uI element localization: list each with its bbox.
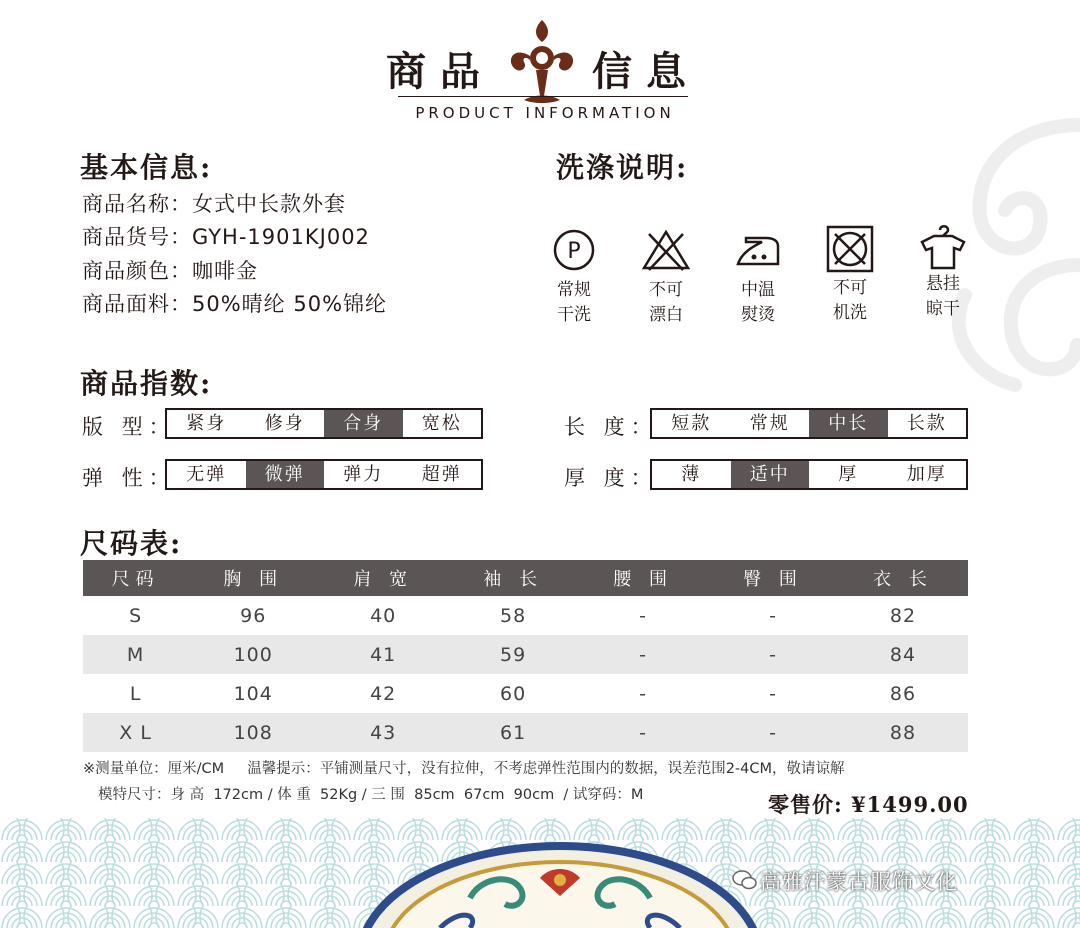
- header-title-right: 信息: [592, 48, 700, 95]
- option-label: 中温: [741, 280, 775, 300]
- index-label-elastic: 弹 性：: [82, 466, 176, 490]
- no-bleach-icon: [641, 228, 691, 272]
- table-cell: 86: [889, 682, 917, 705]
- iron-medium-icon: [732, 228, 784, 272]
- index-label-length: 长 度：: [564, 415, 658, 439]
- hang-dry-icon: [918, 222, 968, 272]
- table-cell: 96: [240, 604, 267, 627]
- option-label: 薄: [681, 464, 702, 485]
- fit-selected: 合身: [324, 410, 403, 437]
- care-item-no-machine-wash: [820, 228, 880, 326]
- table-row: [83, 635, 968, 674]
- table-cell: -: [708, 635, 838, 674]
- elastic-scale: [165, 459, 483, 490]
- table-cell: 59: [448, 635, 578, 674]
- option-label: 无弹: [186, 464, 227, 485]
- info-row-name: 商品名称：女式中长款外套: [82, 192, 346, 216]
- option-label: 弹力: [343, 464, 384, 485]
- brand-watermark: 高雅汗蒙古服饰文化: [760, 870, 958, 894]
- table-cell: -: [769, 604, 777, 627]
- fleur-ornament-icon: [504, 16, 580, 108]
- option-label: 加厚: [906, 464, 947, 485]
- table-cell: S: [129, 604, 143, 627]
- option-label: 不可: [649, 280, 683, 300]
- index-label-fit: 版 型：: [82, 415, 176, 439]
- index-title: 商品指数:: [80, 367, 213, 400]
- option-label: 干洗: [557, 305, 591, 325]
- table-cell: 41: [318, 635, 448, 674]
- table-cell: 43: [318, 713, 448, 752]
- table-cell: 61: [448, 713, 578, 752]
- table-cell: X L: [83, 713, 188, 752]
- measurement-note: ※测量单位：厘米/CM 温馨提示：平铺测量尺寸，没有拉伸，不考虑弹性范围内的数据，误差范围2-4CM，敬请谅解: [83, 761, 845, 777]
- option-label: 熨烫: [741, 305, 775, 325]
- table-header-cell: 胸 围: [188, 560, 318, 596]
- no-machine-wash-icon: [825, 224, 875, 274]
- table-cell: 100: [188, 635, 318, 674]
- wechat-icon: [732, 868, 758, 892]
- header-title-left: 商品: [386, 48, 494, 95]
- table-header-row: [83, 560, 968, 596]
- table-header-cell: 衣 长: [838, 560, 968, 596]
- basic-info-title: 基本信息:: [80, 151, 213, 184]
- table-cell: -: [578, 713, 708, 752]
- retail-price: 零售价: ¥1499.00: [768, 792, 969, 817]
- thickness-scale: [650, 459, 968, 490]
- header-subtitle: PRODUCT INFORMATION: [415, 104, 675, 122]
- info-row-color: 商品颜色：咖啡金: [82, 259, 258, 283]
- svg-text:P: P: [567, 239, 581, 264]
- elastic-selected: 微弹: [246, 461, 325, 488]
- table-cell: L: [129, 682, 142, 705]
- size-table: [83, 560, 968, 752]
- size-table-title: 尺码表:: [80, 527, 183, 560]
- option-label: 常规: [749, 413, 790, 434]
- option-label: 悬挂: [926, 274, 960, 294]
- table-cell: 40: [370, 604, 397, 627]
- table-cell: 58: [500, 604, 527, 627]
- table-cell: 60: [500, 682, 527, 705]
- table-cell: 82: [889, 604, 917, 627]
- option-label: 机洗: [833, 303, 867, 323]
- option-label: 常规: [557, 280, 591, 300]
- table-header-cell: 腰 围: [578, 560, 708, 596]
- option-label: 长款: [906, 413, 947, 434]
- table-header-cell: 袖 长: [448, 560, 578, 596]
- option-label: 厚: [838, 464, 859, 485]
- table-cell: 42: [370, 682, 397, 705]
- table-header-cell: 尺码: [83, 560, 188, 596]
- thickness-selected: 适中: [731, 461, 810, 488]
- care-item-iron: [728, 228, 788, 328]
- table-cell: -: [639, 682, 648, 705]
- table-row: [83, 674, 968, 713]
- table-row: [83, 713, 968, 752]
- length-scale: [650, 408, 968, 439]
- option-label: 超弹: [421, 464, 462, 485]
- option-label: 不可: [833, 278, 867, 298]
- info-row-sku: 商品货号：GYH-1901KJ002: [82, 225, 370, 249]
- table-cell: -: [769, 682, 777, 705]
- table-row: [83, 596, 968, 635]
- table-cell: -: [639, 604, 648, 627]
- info-row-fabric: 商品面料：50%晴纶 50%锦纶: [82, 292, 388, 316]
- table-header-cell: 臀 围: [708, 560, 838, 596]
- care-item-no-bleach: [636, 228, 696, 328]
- option-label: 漂白: [649, 305, 683, 325]
- model-note: 模特尺寸：身 高 172cm / 体 重 52Kg / 三 围 85cm 67cm 90cm / 试穿码：M: [98, 787, 644, 803]
- table-cell: -: [708, 713, 838, 752]
- table-cell: 88: [838, 713, 968, 752]
- care-item-dry-clean: [544, 228, 604, 328]
- fit-scale: [165, 408, 483, 439]
- header-divider: [398, 96, 688, 97]
- dry-clean-icon: [552, 228, 596, 272]
- option-label: 修身: [264, 413, 305, 434]
- table-cell: 104: [233, 682, 273, 705]
- table-cell: 84: [838, 635, 968, 674]
- option-label: 宽松: [421, 413, 462, 434]
- option-label: 紧身: [186, 413, 227, 434]
- length-selected: 中长: [809, 410, 888, 437]
- table-cell: 108: [188, 713, 318, 752]
- table-cell: M: [83, 635, 188, 674]
- option-label: 短款: [671, 413, 712, 434]
- table-header-cell: 肩 宽: [318, 560, 448, 596]
- care-title: 洗涤说明:: [556, 151, 689, 184]
- care-item-hang-dry: [913, 228, 973, 322]
- index-label-thickness: 厚 度：: [564, 466, 658, 490]
- table-cell: -: [578, 635, 708, 674]
- option-label: 晾干: [926, 299, 960, 319]
